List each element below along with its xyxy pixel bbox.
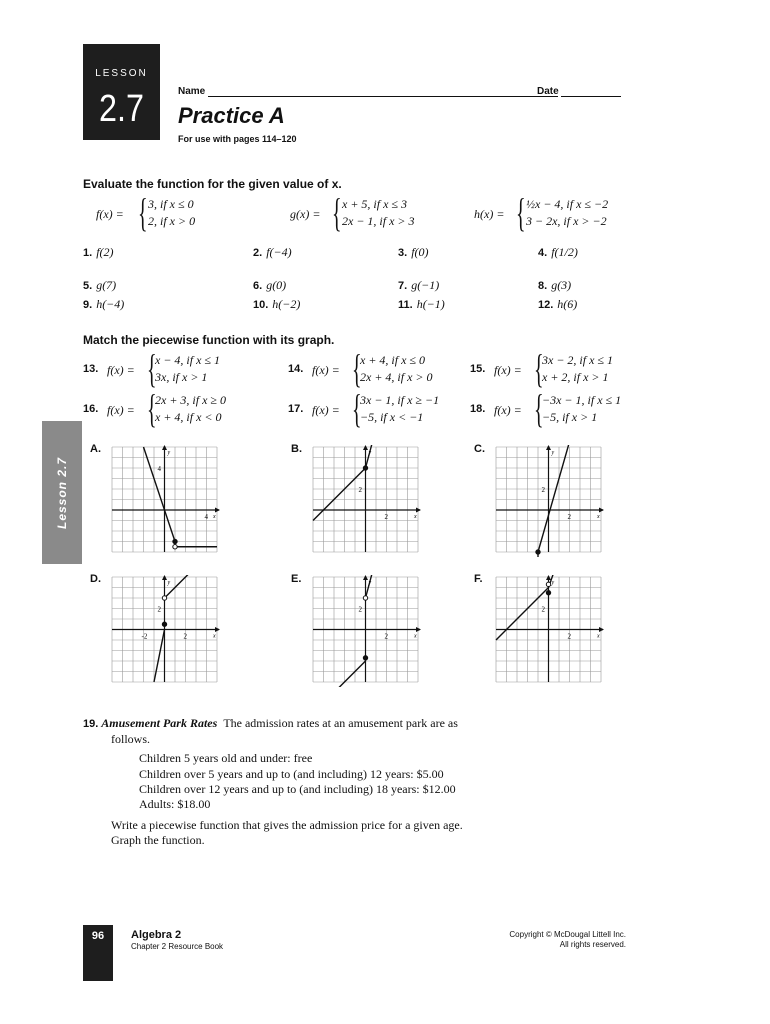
problem-19-number: 19. xyxy=(83,718,99,730)
graph-segment xyxy=(165,575,197,598)
y-tick-label: 2 xyxy=(358,605,362,614)
case-1: x + 5, if x ≤ 3 xyxy=(342,197,408,211)
lesson-label: LESSON xyxy=(95,68,148,79)
problem-number: 7. xyxy=(398,280,408,292)
case-2: 2x + 4, if x > 0 xyxy=(360,370,433,384)
rights: All rights reserved. xyxy=(559,940,626,949)
problem-9 xyxy=(83,297,124,312)
graph-d xyxy=(110,575,223,687)
graph-segment xyxy=(496,588,549,641)
x-axis-arrow xyxy=(416,508,421,513)
graph-segment xyxy=(154,630,165,683)
case-1: 2x + 3, if x ≥ 0 xyxy=(155,393,227,407)
problem-expression: g(−1) xyxy=(411,278,440,292)
date-label: Date xyxy=(537,86,559,97)
y-axis-arrow xyxy=(546,575,551,580)
problem-1 xyxy=(83,245,114,260)
case-1: −3x − 1, if x ≤ 1 xyxy=(542,393,622,407)
x-axis-arrow xyxy=(215,508,220,513)
case-2: 3x, if x > 1 xyxy=(155,370,208,384)
case-1: ½x − 4, if x ≤ −2 xyxy=(526,197,609,211)
function-lhs: f(x) = xyxy=(494,403,522,417)
function-number: 13. xyxy=(83,363,99,375)
brace-glyph: { xyxy=(534,386,544,431)
rate-line-2: Children over 5 years and up to (and including) 12 years: $5.00 xyxy=(139,767,444,781)
name-field[interactable] xyxy=(178,86,558,97)
lesson-number: 2.7 xyxy=(99,88,144,130)
y-tick-label: 2 xyxy=(541,486,545,494)
problem-number: 5. xyxy=(83,280,93,292)
case-1: 3x − 2, if x ≤ 1 xyxy=(542,353,614,367)
brace-glyph: { xyxy=(138,190,148,235)
problem-8 xyxy=(538,278,571,293)
graph-segment xyxy=(144,447,176,542)
problem-expression: g(0) xyxy=(266,278,287,292)
case-2: 2x − 1, if x > 3 xyxy=(342,214,415,228)
case-1: x + 4, if x ≤ 0 xyxy=(360,353,426,367)
section1-instruction: Evaluate the function for the given value of x. xyxy=(83,177,342,191)
page-subtitle: For use with pages 114–120 xyxy=(178,134,297,144)
problem-number: 3. xyxy=(398,247,408,259)
chapter-label: Chapter 2 Resource Book xyxy=(131,942,224,951)
problem-expression: f(0) xyxy=(411,245,429,259)
closed-dot xyxy=(546,591,550,595)
date-line[interactable] xyxy=(561,86,621,97)
graph-c xyxy=(494,445,607,557)
brace-glyph: { xyxy=(352,386,362,431)
y-tick-label: 4 xyxy=(157,465,161,473)
graph-segment xyxy=(313,468,366,521)
name-line[interactable] xyxy=(208,86,558,97)
function-lhs: f(x) = xyxy=(312,363,340,377)
open-dot xyxy=(546,582,550,586)
x-axis-label: x xyxy=(213,633,216,640)
function-lhs: f(x) = xyxy=(312,403,340,417)
y-tick-label: 2 xyxy=(358,486,362,494)
y-axis-arrow xyxy=(162,575,167,580)
x-axis-label: x xyxy=(597,514,600,520)
y-axis-label: y xyxy=(551,580,555,586)
graph-label-f: F. xyxy=(474,573,483,585)
problem-expression: g(3) xyxy=(551,278,572,292)
closed-dot xyxy=(162,622,166,626)
page-title: Practice A xyxy=(178,103,285,128)
page-number: 96 xyxy=(91,930,105,942)
y-axis-arrow xyxy=(363,575,368,580)
x-tick-label: 2 xyxy=(567,632,571,641)
case-1: 3, if x ≤ 0 xyxy=(148,197,194,211)
side-tab-label: Lesson 2.7 xyxy=(55,456,69,529)
problem-4 xyxy=(538,245,578,260)
x-axis-label: x xyxy=(414,514,417,520)
open-dot xyxy=(363,596,367,600)
case-2: x + 4, if x < 0 xyxy=(155,410,222,424)
graph-f xyxy=(494,575,607,687)
book-title: Algebra 2 xyxy=(131,929,182,941)
problem-number: 10. xyxy=(253,299,269,311)
problem-19-intro: The admission rates at an amusement park are as xyxy=(223,716,458,730)
problem-expression: h(6) xyxy=(557,297,578,311)
problem-number: 2. xyxy=(253,247,263,259)
problem-number: 1. xyxy=(83,247,93,259)
problem-19-heading xyxy=(83,716,458,731)
case-2: 2, if x > 0 xyxy=(148,214,196,228)
y-axis-arrow xyxy=(162,445,167,450)
graph-b xyxy=(311,445,424,557)
closed-dot xyxy=(536,550,540,554)
brace-glyph: { xyxy=(516,190,526,235)
graph-a xyxy=(110,445,223,557)
problem-11 xyxy=(398,297,445,312)
page-number-box xyxy=(83,925,113,981)
problem-expression: f(−4) xyxy=(266,245,292,259)
problem-number: 11. xyxy=(398,299,413,311)
problem-number: 6. xyxy=(253,280,263,292)
x-axis-arrow xyxy=(599,508,604,513)
problem-12 xyxy=(538,297,577,312)
date-field[interactable] xyxy=(537,86,621,97)
function-lhs: f(x) = xyxy=(107,363,135,377)
function-number: 18. xyxy=(470,403,486,415)
closed-dot xyxy=(363,466,367,470)
problem-number: 12. xyxy=(538,299,554,311)
function-lhs: g(x) = xyxy=(290,207,321,221)
problem-3 xyxy=(398,245,429,260)
problem-7 xyxy=(398,278,439,293)
x-tick-label: 2 xyxy=(567,513,571,521)
problem-19-intro2: follows. xyxy=(111,732,150,746)
rate-line-3: Children over 12 years and up to (and including) 18 years: $12.00 xyxy=(139,782,456,796)
function-number: 17. xyxy=(288,403,304,415)
y-tick-label: 2 xyxy=(541,605,545,614)
problem-expression: h(−2) xyxy=(272,297,301,311)
problem-number: 9. xyxy=(83,299,93,311)
case-1: x − 4, if x ≤ 1 xyxy=(155,353,221,367)
brace-glyph: { xyxy=(352,346,362,391)
problem-expression: f(2) xyxy=(96,245,114,259)
graph-label-e: E. xyxy=(291,573,302,585)
graph-label-d: D. xyxy=(90,573,101,585)
closed-dot xyxy=(173,539,177,543)
x-tick-label: -2 xyxy=(141,632,148,641)
problem-10 xyxy=(253,297,300,312)
x-tick-label: 2 xyxy=(183,632,187,641)
brace-glyph: { xyxy=(332,190,342,235)
graph-label-b: B. xyxy=(291,443,302,455)
case-2: −5, if x > 1 xyxy=(542,410,598,424)
function-lhs: f(x) = xyxy=(494,363,522,377)
y-axis-label: y xyxy=(167,450,171,456)
function-lhs: f(x) = xyxy=(107,403,135,417)
open-dot xyxy=(162,596,166,600)
rate-line-4: Adults: $18.00 xyxy=(139,797,211,811)
problem-19-task2: Graph the function. xyxy=(111,833,205,847)
closed-dot xyxy=(363,656,367,660)
problem-expression: h(−1) xyxy=(416,297,445,311)
function-number: 16. xyxy=(83,403,99,415)
rate-line-1: Children 5 years old and under: free xyxy=(139,751,313,765)
x-tick-label: 2 xyxy=(384,632,388,641)
case-2: x + 2, if x > 1 xyxy=(542,370,609,384)
graph-segment xyxy=(334,661,366,687)
problem-expression: g(7) xyxy=(96,278,117,292)
x-axis-arrow xyxy=(599,627,604,632)
x-axis-label: x xyxy=(597,633,600,640)
x-axis-label: x xyxy=(414,633,417,640)
y-tick-label: 2 xyxy=(157,605,161,614)
name-label: Name xyxy=(178,86,206,97)
x-tick-label: 4 xyxy=(204,513,208,521)
x-axis-arrow xyxy=(215,627,220,632)
case-1: 3x − 1, if x ≥ −1 xyxy=(360,393,440,407)
brace-glyph: { xyxy=(534,346,544,391)
copyright: Copyright © McDougal Littell Inc. xyxy=(509,930,626,939)
graph-label-c: C. xyxy=(474,443,485,455)
case-2: 3 − 2x, if x > −2 xyxy=(526,214,607,228)
y-axis-arrow xyxy=(363,445,368,450)
x-axis-arrow xyxy=(416,627,421,632)
function-number: 15. xyxy=(470,363,486,375)
x-tick-label: 2 xyxy=(384,513,388,521)
problem-number: 8. xyxy=(538,280,548,292)
function-lhs: h(x) = xyxy=(474,207,505,221)
y-axis-arrow xyxy=(546,445,551,450)
problem-19-task1: Write a piecewise function that gives the admission price for a given age. xyxy=(111,818,463,832)
side-tab xyxy=(42,421,82,564)
y-axis-label: y xyxy=(551,450,555,456)
problem-expression: f(1/2) xyxy=(551,245,578,259)
problem-19-title: Amusement Park Rates xyxy=(101,716,218,730)
function-lhs: f(x) = xyxy=(96,207,124,221)
problem-2 xyxy=(253,245,292,260)
lesson-badge xyxy=(83,44,160,140)
graph-label-a: A. xyxy=(90,443,101,455)
problem-5 xyxy=(83,278,116,293)
problem-expression: h(−4) xyxy=(96,297,125,311)
brace-glyph: { xyxy=(147,346,157,391)
section2-instruction: Match the piecewise function with its graph. xyxy=(83,333,335,347)
x-axis-label: x xyxy=(213,514,216,520)
graph-segment xyxy=(366,445,383,468)
brace-glyph: { xyxy=(147,386,157,431)
graph-e xyxy=(311,575,424,687)
case-2: −5, if x < −1 xyxy=(360,410,424,424)
function-number: 14. xyxy=(288,363,304,375)
problem-6 xyxy=(253,278,286,293)
open-dot xyxy=(173,545,177,549)
problem-number: 4. xyxy=(538,247,548,259)
y-axis-label: y xyxy=(167,580,171,586)
